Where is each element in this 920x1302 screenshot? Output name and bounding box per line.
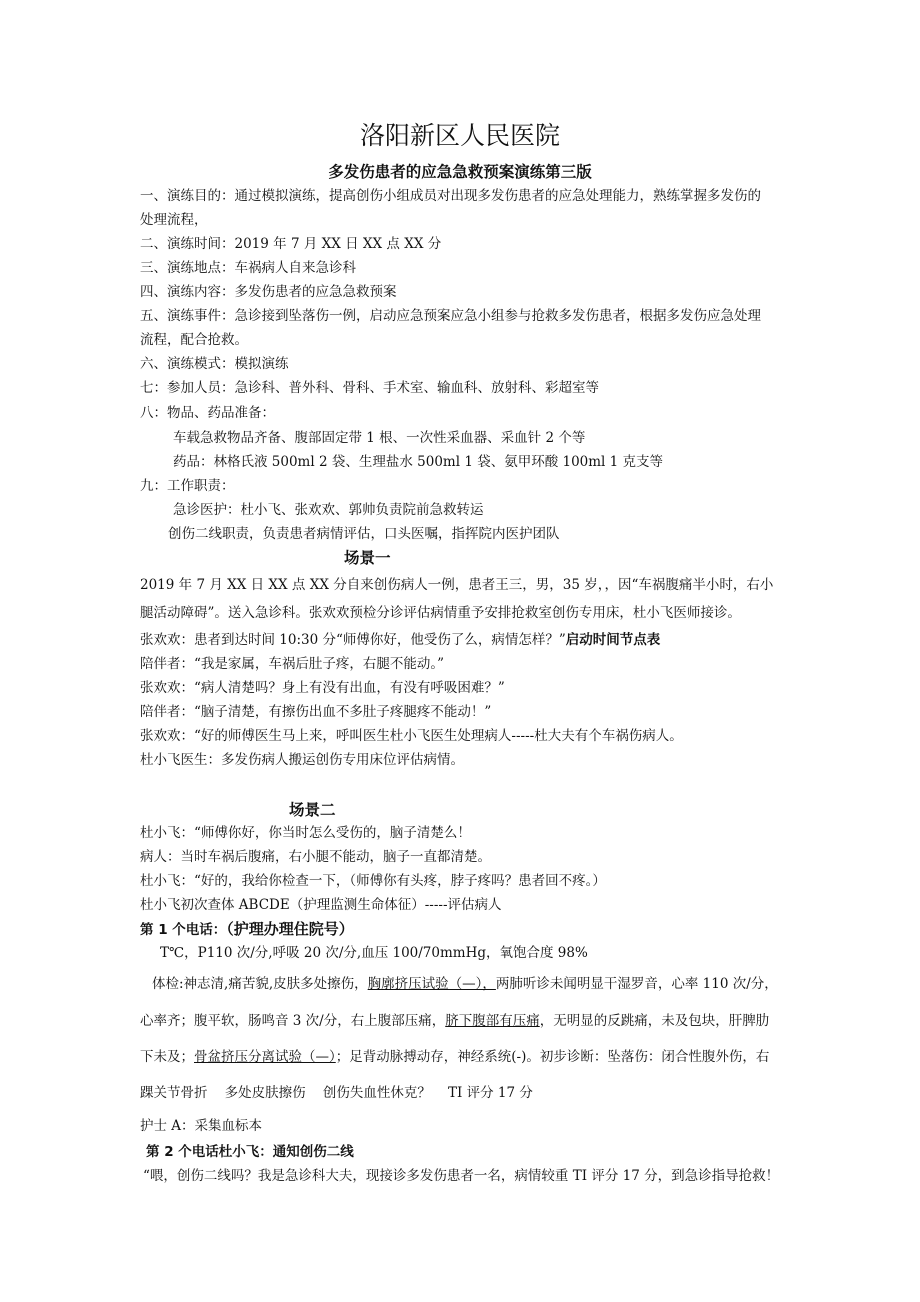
- diagnosis-line: 踝关节骨折 多处皮肤擦伤 创伤失血性休克？ TI 评分 17 分: [140, 1085, 533, 1101]
- scene1-line-2: 腿活动障碍”。送入急诊科。张欢欢预检分诊评估病情重予安排抢救室创伤专用床，杜小飞医师接诊。: [140, 605, 741, 621]
- exam-line-3: [140, 1048, 769, 1066]
- scene-one-heading: 场景一: [344, 549, 391, 567]
- scene1-line-4: 陪伴者：“我是家属，车祸后肚子疼，右腿不能动。”: [140, 656, 445, 672]
- document-subtitle: 多发伤患者的应急急救预案演练第三版: [328, 163, 592, 181]
- exam-line-2-rest: ，无明显的反跳痛，未及包块，肝脾肋: [539, 1013, 770, 1029]
- nurse-task: 护士 A：采集血标本: [140, 1118, 263, 1134]
- intro-line-14: 急诊医护：杜小飞、张欢欢、郭帅负责院前急救转运: [173, 502, 484, 518]
- vital-signs: T℃，P110 次/分,呼吸 20 次/分,血压 100/70mmHg，氧饱合度 98%: [160, 945, 588, 961]
- intro-line-4: 三、演练地点：车祸病人自来急诊科: [140, 260, 356, 276]
- phone-call-1-note: （护理办理住院号）: [226, 920, 354, 938]
- intro-line-5: 四、演练内容：多发伤患者的应急急救预案: [140, 284, 397, 300]
- scene1-line-7: 张欢欢：“好的师傅医生马上来，呼叫医生杜小飞医生处理病人-----杜大夫有个车祸伤病人。: [140, 728, 683, 744]
- scene2-line-4: 杜小飞初次查体 ABCDE（护理监测生命体征）-----评估病人: [140, 897, 502, 913]
- timeline-note: 启动时间节点表: [565, 632, 661, 648]
- scene1-line-5: 张欢欢：“病人清楚吗？身上有没有出血，有没有呼吸困难？”: [140, 680, 505, 696]
- intro-line-6: 五、演练事件：急诊接到坠落伤一例，启动应急预案应急小组参与抢救多发伤患者，根据多发伤应急处理: [140, 308, 761, 324]
- scene2-line-1: 杜小飞：“师傅你好，你当时怎么受伤的，脑子清楚么！: [140, 825, 471, 841]
- scene1-line-1: 2019 年 7 月 XX 日 XX 点 XX 分自来创伤病人一例，患者王三，男，35 岁，，因“车祸腹痛半小时，右小: [140, 577, 774, 593]
- phone-call-2-quote: “喂，创伤二线吗？我是急诊科大夫，现接诊多发伤患者一名，病情较重 TI 评分 17 分，到急诊指导抢救！: [143, 1168, 780, 1184]
- intro-line-15: 创伤二线职责，负责患者病情评估，口头医嘱，指挥院内医护团队: [168, 526, 560, 542]
- exam-line-1: [152, 975, 778, 993]
- scene1-line-3-text: 张欢欢：患者到达时间 10:30 分“师傅你好，他受伤了么，病情怎样？”: [140, 632, 566, 648]
- exam-line-1-rest: 两肺听诊未闻明显干湿罗音，心率 110 次/分，: [495, 976, 778, 992]
- scene2-line-2: 病人：当时车祸后腹痛，右小腿不能动，脑子一直都清楚。: [140, 849, 491, 865]
- exam-line-2: [140, 1012, 769, 1030]
- hospital-title: 洛阳新区人民医院: [359, 121, 560, 150]
- intro-line-11: 车载急救物品齐备、腹部固定带 1 根、一次性采血器、采血针 2 个等: [173, 430, 586, 446]
- lower-abdomen-tenderness: 脐下腹部有压痛: [445, 1013, 540, 1029]
- chest-compression-test: 胸廓挤压试验（—），: [367, 976, 496, 992]
- intro-line-2: 处理流程，: [140, 212, 208, 228]
- intro-line-1: 一、演练目的：通过模拟演练，提高创伤小组成员对出现多发伤患者的应急处理能力，熟练掌握多发伤的: [140, 188, 761, 204]
- scene2-line-3: 杜小飞：“好的，我给你检查一下，（师傅你有头疼，脖子疼吗？患者回不疼。）: [140, 873, 606, 889]
- exam-line-3-rest: ；足背动脉搏动存，神经系统(-)。初步诊断：坠落伤：闭合性腹外伤，右: [335, 1049, 770, 1065]
- intro-line-8: 六、演练模式：模拟演练: [140, 356, 289, 372]
- intro-line-13: 九：工作职责：: [140, 478, 235, 494]
- scene-two-heading: 场景二: [289, 801, 336, 819]
- phone-call-2: 第 2 个电话杜小飞：通知创伤二线: [146, 1144, 354, 1160]
- pelvic-compression-test: 骨盆挤压分离试验（—）: [194, 1049, 336, 1065]
- scene1-line-8: 杜小飞医生：多发伤病人搬运创伤专用床位评估病情。: [140, 752, 464, 768]
- exam-line-2-text: 心率齐；腹平软，肠鸣音 3 次/分，右上腹部压痛，: [140, 1013, 446, 1029]
- intro-line-3: 二、演练时间：2019 年 7 月 XX 日 XX 点 XX 分: [140, 236, 442, 252]
- scene1-line-3: [140, 631, 660, 649]
- phone-call-1-label: 第 1 个电话：: [140, 922, 227, 938]
- intro-line-7: 流程，配合抢救。: [140, 332, 248, 348]
- intro-line-9: 七：参加人员：急诊科、普外科、骨科、手术室、输血科、放射科、彩超室等: [140, 380, 599, 396]
- phone-call-1: [140, 920, 354, 939]
- exam-line-1-text: 体检:神志清,痛苦貌,皮肤多处擦伤，: [152, 976, 368, 992]
- exam-line-3-text: 下未及；: [140, 1049, 194, 1065]
- intro-line-12: 药品：林格氏液 500ml 2 袋、生理盐水 500ml 1 袋、氨甲环酸 100ml 1 克支等: [173, 454, 664, 470]
- intro-line-10: 八：物品、药品准备：: [140, 405, 275, 421]
- scene1-line-6: 陪伴者：“脑子清楚，有擦伤出血不多肚子疼腿疼不能动！”: [140, 704, 492, 720]
